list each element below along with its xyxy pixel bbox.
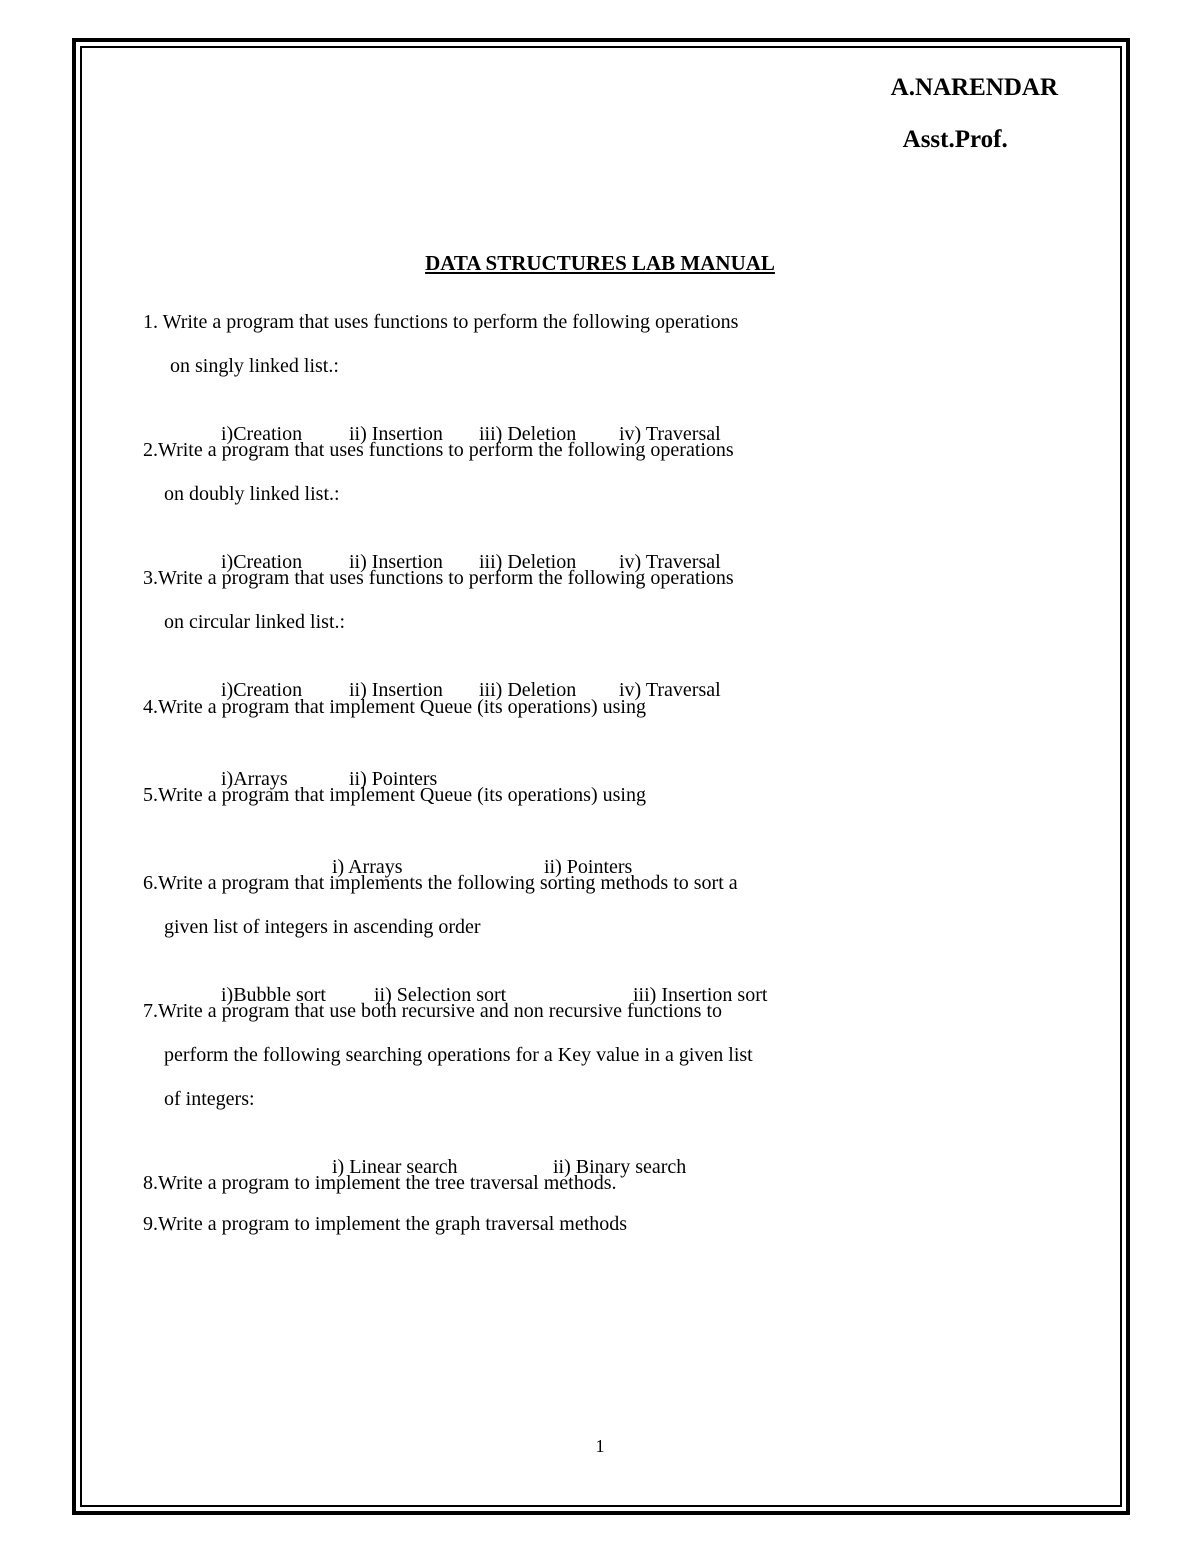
list-item (143, 564, 734, 592)
item-number: 9. (143, 1213, 158, 1235)
item-number: 3. (143, 567, 158, 589)
document-title: DATA STRUCTURES LAB MANUAL (425, 251, 775, 275)
item-text: Write a program that uses functions to perform the following operations (162, 311, 739, 333)
list-item (143, 997, 722, 1025)
list-item (143, 781, 646, 809)
item-continuation: perform the following searching operations for a Key value in a given list (164, 1044, 753, 1066)
option: iv) Traversal (619, 423, 721, 445)
item-number: 4. (143, 696, 158, 718)
item-text: Write a program to implement the tree traversal methods. (158, 1172, 617, 1194)
author-name: A.NARENDAR (890, 74, 1058, 101)
option: ii) Insertion (349, 679, 443, 701)
item-text: Write a program that implements the following sorting methods to sort a (158, 872, 738, 894)
option: i) Linear search (332, 1156, 458, 1178)
item-text: Write a program to implement the graph traversal methods (158, 1213, 628, 1235)
list-item (143, 693, 646, 721)
list-item (143, 1210, 627, 1238)
page-number: 1 (595, 1436, 605, 1456)
option: i)Bubble sort (221, 984, 326, 1006)
option: iv) Traversal (619, 551, 721, 573)
option: ii) Selection sort (374, 984, 507, 1006)
item-continuation: on circular linked list.: (164, 611, 346, 633)
item-number: 6. (143, 872, 158, 894)
item-continuation: given list of integers in ascending order (164, 916, 481, 938)
option: iv) Traversal (619, 679, 721, 701)
option: ii) Pointers (544, 856, 633, 878)
list-item (143, 1169, 616, 1197)
item-continuation: of integers: (164, 1088, 255, 1110)
option: i)Arrays (221, 768, 288, 790)
option: ii) Pointers (349, 768, 438, 790)
list-item (143, 869, 738, 897)
option: iii) Deletion (479, 679, 577, 701)
list-item (143, 308, 738, 336)
item-number: 2. (143, 439, 158, 461)
item-number: 7. (143, 1000, 158, 1022)
item-number: 5. (143, 784, 158, 806)
option: ii) Insertion (349, 423, 443, 445)
option: ii) Insertion (349, 551, 443, 573)
item-text: Write a program that uses functions to perform the following operations (158, 567, 734, 589)
option: i) Arrays (332, 856, 403, 878)
item-text: Write a program that use both recursive and non recursive functions to (158, 1000, 723, 1022)
option: iii) Deletion (479, 551, 577, 573)
item-number: 1. (143, 311, 158, 333)
option: i)Creation (221, 551, 303, 573)
item-number: 8. (143, 1172, 158, 1194)
list-item (143, 436, 734, 464)
option: ii) Binary search (553, 1156, 687, 1178)
option: i)Creation (221, 423, 303, 445)
item-text: Write a program that uses functions to perform the following operations (158, 439, 734, 461)
author-block (891, 72, 1058, 156)
item-text: Write a program that implement Queue (its operations) using (158, 784, 646, 806)
item-continuation: on singly linked list.: (170, 355, 339, 377)
option: iii) Deletion (479, 423, 577, 445)
option: iii) Insertion sort (633, 984, 768, 1006)
item-text: Write a program that implement Queue (its operations) using (158, 696, 646, 718)
item-continuation: on doubly linked list.: (164, 483, 340, 505)
option: i)Creation (221, 679, 303, 701)
author-role: Asst.Prof. (902, 126, 1008, 153)
